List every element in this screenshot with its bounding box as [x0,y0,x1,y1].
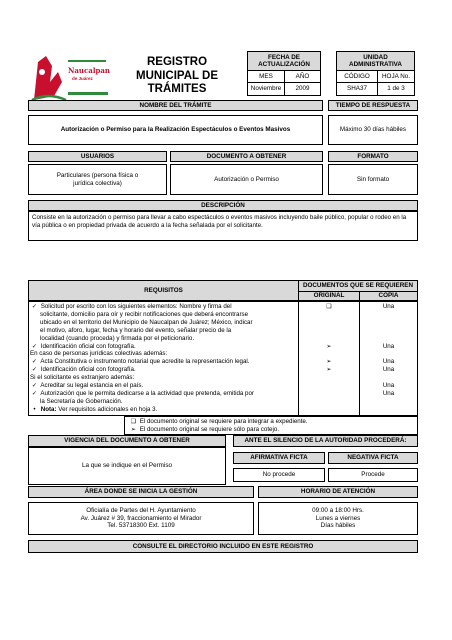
requisitos-header: REQUISITOS [28,280,299,301]
arrow-bullet-icon: ➢ [326,342,332,350]
vigencia-value: La que se indique en el Permiso [28,447,226,485]
requisito-text: Identificación oficial con fotografía. [40,342,136,350]
checkmark-icon: ✓ [31,303,38,310]
bullet-icon: • [33,405,36,413]
logo-text-top: Naucalpan [68,66,110,75]
horario-line-1: 09:00 a 18:00 Hrs. [312,506,364,514]
area-gestion-value [28,502,254,535]
arrow-bullet-icon: ➢ [326,366,332,374]
afirmativa-ficta-value: No procede [233,468,325,482]
checkmark-icon: ✓ [31,382,38,389]
anio-label: AÑO [284,70,321,83]
hoja-value: 1 de 3 [377,82,415,96]
checkmark-icon: ✓ [31,342,38,350]
codigo-label: CÓDIGO [336,70,378,83]
negativa-ficta-value: Procede [328,468,418,482]
area-line-3: Tel. 53718300 Ext. 1109 [107,522,175,530]
requisito-text: localidad (cuando proceda) y firmada por el peticionario. [40,334,195,342]
silencio-autoridad-header: ANTE EL SILENCIO DE LA AUTORIDAD PROCEDERÁ: [233,435,418,447]
formato-header: FORMATO [328,151,418,162]
anio-value: 2009 [284,82,321,96]
requisito-line [40,319,297,327]
copia-value: Una [382,342,395,350]
negativa-ficta-header: NEGATIVA FICTA [328,452,418,464]
horario-line-2: Lunes a viernes [315,514,361,522]
usuarios-value: Particulares (persona física o jurídica colectiva) [28,164,167,195]
page-title-line-2: MUNICIPAL DE [136,69,218,82]
nombre-tramite-value: Autorización o Permiso para la Realización Espectáculos o Eventos Masivos [28,115,323,145]
usuarios-header: USUARIOS [28,151,167,162]
area-line-2: Av. Juárez # 39, fraccionamiento el Mirador [80,514,202,522]
naucalpan-logo [28,52,114,104]
checkmark-icon: ✓ [31,389,38,397]
requisito-line [30,366,136,374]
original-header: ORIGINAL [298,291,360,301]
requisito-text: ubicado en el territorio del Municipio de Naucalpan de Juárez; México, indicar [40,318,253,326]
area-line-1: Oficialía de Partes del H. Ayuntamiento [86,506,196,514]
requisitos-list [30,303,297,415]
copia-value: Una [382,366,395,374]
checkmark-icon: ✓ [31,366,38,374]
copia-header: COPIA [359,291,418,301]
horario-atencion-header: HORARIO DE ATENCIÓN [258,486,418,498]
logo-text-bottom: de Juárez [72,76,93,81]
requisito-text: Autorización que le permita dedicarse a la actividad que pretenda, emitida por [40,389,254,397]
page-title-line-1: REGISTRO [146,56,208,68]
nombre-tramite-header: NOMBRE DEL TRÁMITE [28,100,323,111]
documento-obtener-value: Autorización o Permiso [170,164,323,195]
requisito-text: Ver requisitos adicionales en hoja 3. [58,405,158,413]
requisito-text: Acreditar su legal estancia en el país. [40,382,144,389]
unidad-administrativa-header: UNIDAD ADMINISTRATIVA [336,51,415,71]
hoja-label: HOJA No. [377,70,415,83]
requisito-line [40,311,297,319]
requisito-text: Solicitud por escrito con los siguientes elementos: Nombre y firma del [40,303,232,310]
horario-atencion-value [258,502,418,535]
note-integrar: ❑ El documento original se requiere para integrar a expediente. [130,418,308,425]
area-gestion-header: ÁREA DONDE SE INICIA LA GESTIÓN [28,486,254,498]
requisito-text: solicitante, domicilio para oír y recibir notificaciones que deberá encontrarse [40,310,249,318]
tiempo-respuesta-value: Máximo 30 días hábiles [328,115,418,145]
codigo-value: SHA37 [336,82,378,96]
vigencia-header: VIGENCIA DEL DOCUMENTO A OBTENER [28,435,226,447]
logo-emblem-icon [28,52,114,104]
arrow-bullet-icon: ➢ [326,358,332,366]
copia-value: Una [382,382,395,389]
tiempo-respuesta-header: TIEMPO DE RESPUESTA [328,100,418,111]
consulte-directorio-footer: CONSULTE EL DIRECTORIO INCLUIDO EN ESTE REGISTRO [28,540,418,553]
copia-list [359,303,418,415]
formato-value: Sin formato [328,164,418,195]
copia-value: Una [382,303,395,310]
requisito-line [40,327,297,335]
original-list [298,303,360,415]
requisito-text: En caso de personas jurídicas colectivas además: [30,350,168,358]
nota-prefix: Nota: [40,405,57,413]
checkbox-icon: ❑ [326,303,332,310]
requisito-line [30,343,136,351]
requisito-text: la Secretaría de Gobernación. [40,397,123,405]
fecha-actualizacion-header: FECHA DE ACTUALIZACIÓN [247,51,321,71]
mes-label: MES [247,70,285,83]
requisito-line [30,350,167,358]
copia-value: Una [382,389,395,397]
requisito-text: Acta Constitutiva o instrumento notarial que acredite la representación legal. [40,358,250,366]
requisito-line [30,390,254,398]
requisito-text: Identificación oficial con fotografía. [40,366,136,374]
arrow-bullet-icon: ➢ [130,425,137,433]
horario-line-3: Días hábiles [320,522,356,530]
checkbox-icon: ❑ [130,418,137,425]
requisito-line [30,406,157,414]
requisito-text: Si el solicitante es extranjero además: [30,374,135,382]
descripcion-header: DESCRIPCIÓN [28,200,418,211]
descripcion-text: Consiste en la autorización o permiso para llevar a cabo espectáculos o eventos masivos incluyendo baile público, popular o rodeo en la vía pública o en propiedad privada de acuerdo a la fecha señalada por el solicitante. [28,211,418,241]
documentos-requeridos-header: DOCUMENTOS QUE SE REQUIEREN [298,280,418,292]
requisito-line [30,303,287,311]
requisito-line [30,374,134,382]
documento-obtener-header: DOCUMENTO A OBTENER [170,151,323,162]
requisito-line [40,335,194,343]
requisito-text: el motivo, aforo, lugar, fecha y horario del evento, señalar precio de la [40,326,232,334]
requisitos-notes [124,416,418,435]
requisito-line [40,398,123,406]
requisito-line [30,382,143,390]
afirmativa-ficta-header: AFIRMATIVA FICTA [233,452,325,464]
requisito-line [30,358,250,366]
note-cotejo: ➢ El documento original se requiere sólo para cotejo. [130,425,280,433]
copia-value: Una [382,358,395,366]
page-title [125,56,229,97]
page-title-line-3: TRÁMITES [147,83,207,96]
checkmark-icon: ✓ [31,358,38,366]
mes-value: Noviembre [247,82,285,96]
